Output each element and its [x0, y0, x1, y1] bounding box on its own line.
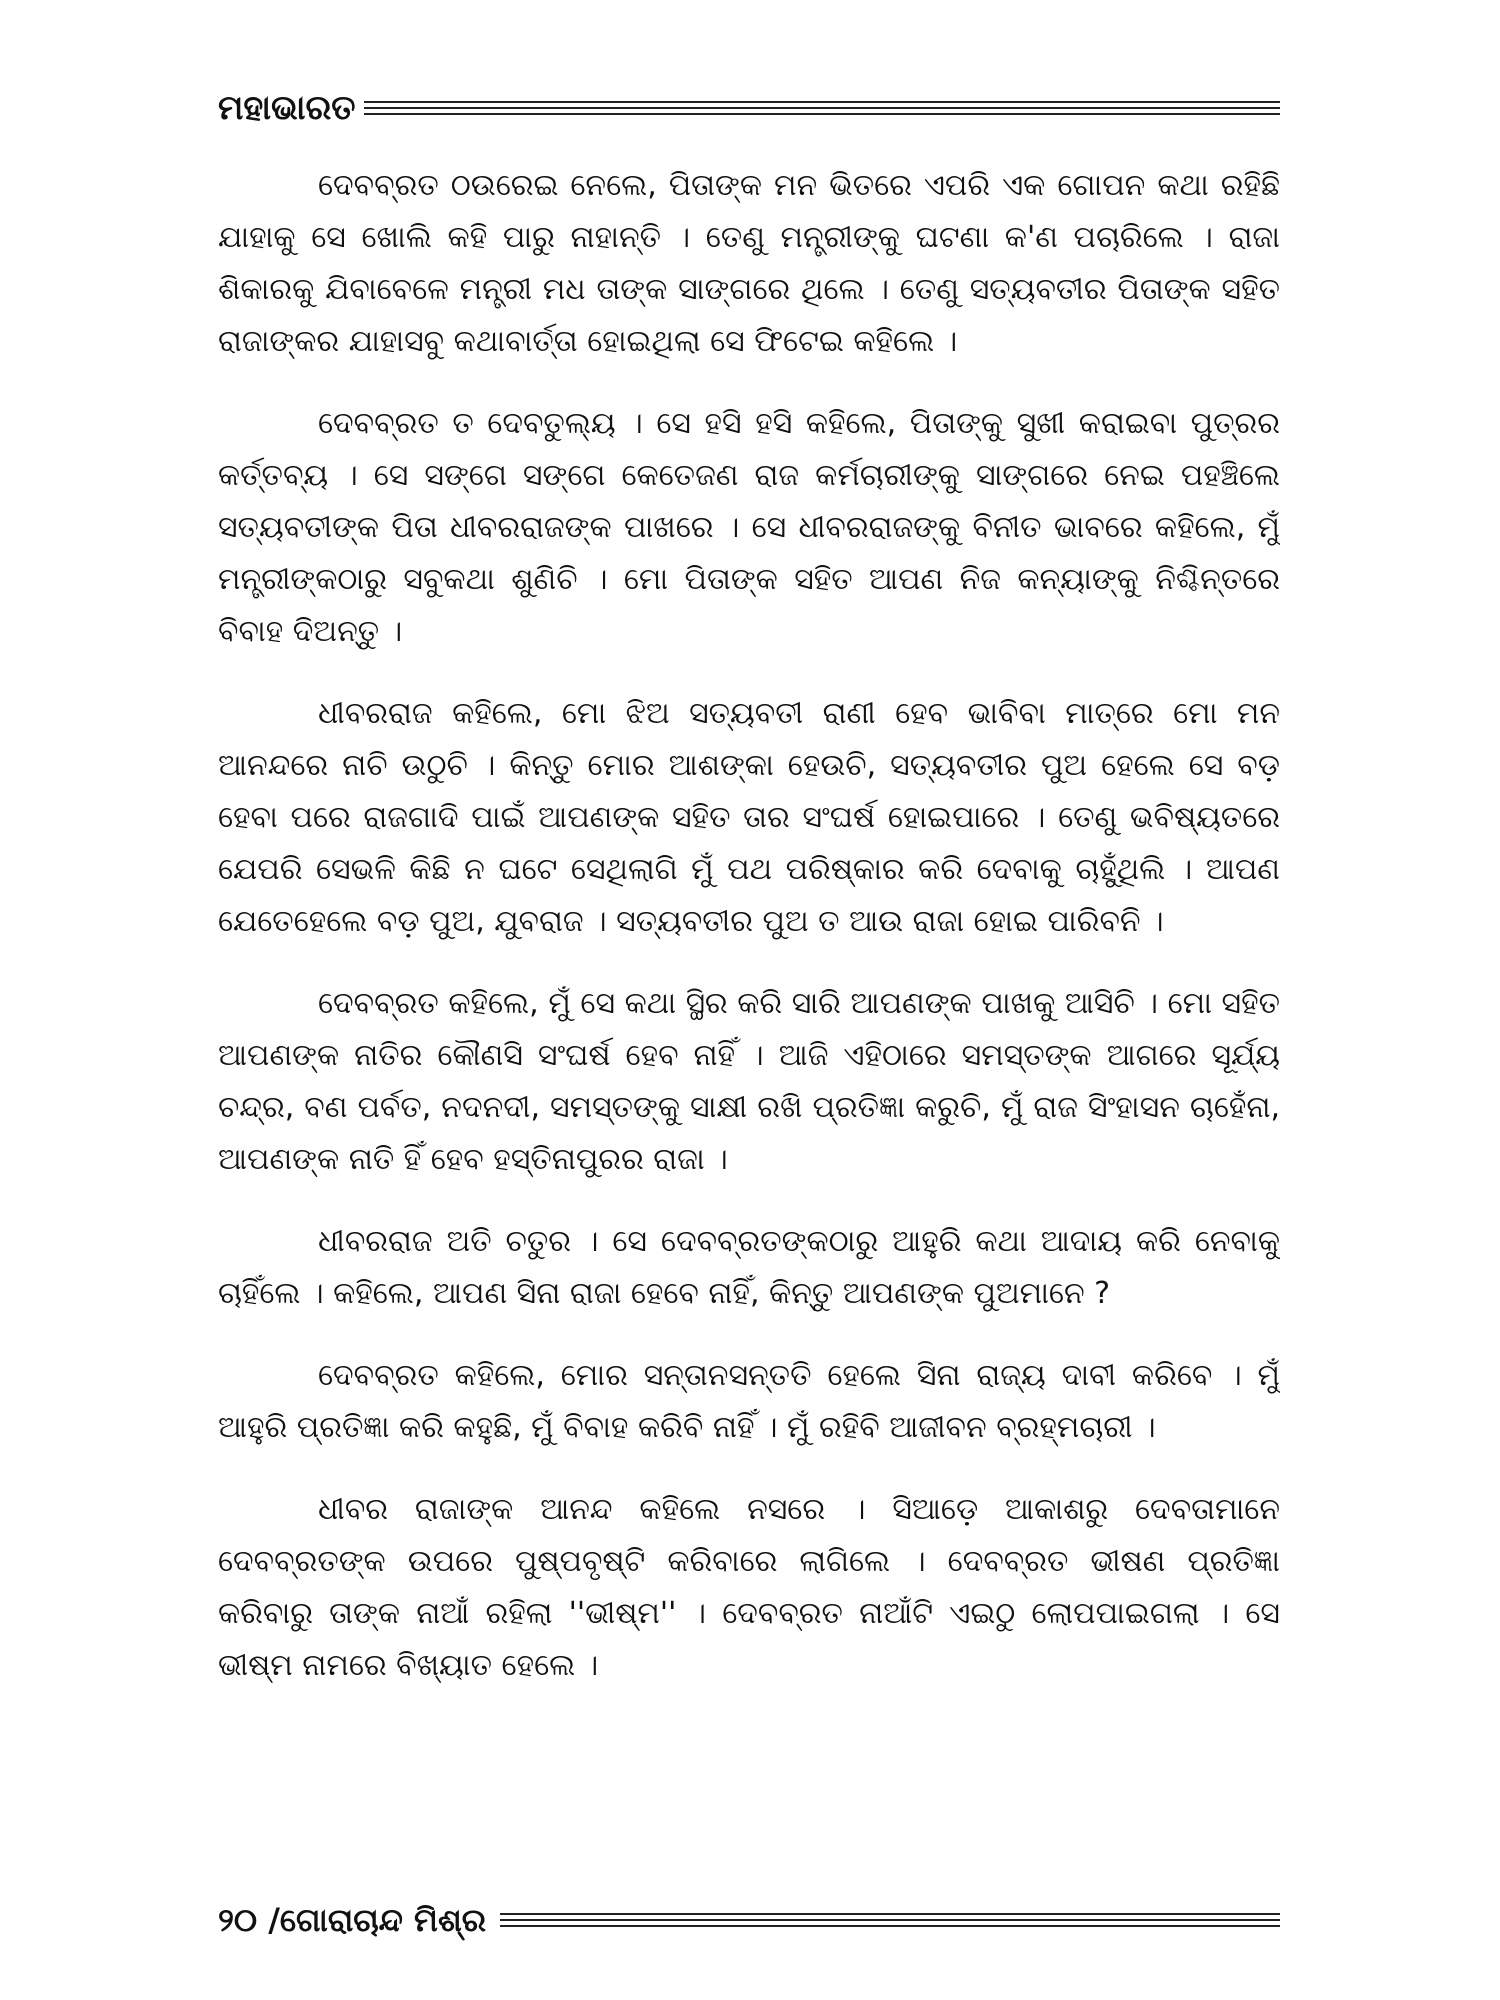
footer-rule-line [500, 1913, 1280, 1915]
paragraph: ଦେବବ୍ରତ କହିଲେ, ମୁଁ ସେ କଥା ସ୍ଥିର କରି ସାରି ଆପଣଙ୍କ ପାଖକୁ ଆସିଚି । ମୋ ସହିତ ଆପଣଙ୍କ ନାତିର କୌଣସି ସଂଘର୍ଷ ହେବ ନାହିଁ । ଆଜି ଏହିଠାରେ ସମସ୍ତଙ୍କ ଆଗରେ ସୂର୍ଯ୍ୟ ଚନ୍ଦ୍ର, ବଣ ପର୍ବତ, ନଦନଦୀ, ସମସ୍ତଙ୍କୁ ସାକ୍ଷୀ ରଖି ପ୍ରତିଜ୍ଞା କରୁଚି, ମୁଁ ରାଜ ସିଂହାସନ ଚାହେଁନା, ଆପଣଙ୍କ ନାତି ହିଁ ହେବ ହସ୍ତିନାପୁରର ରାଜା । [218, 986, 1280, 1177]
page-number-author: ୨୦ /ଗୋରାଚାନ୍ଦ ମିଶ୍ର [218, 1901, 487, 1939]
header-rule-line [364, 107, 1280, 109]
running-footer [218, 1895, 1280, 1945]
paragraph: ଦେବବ୍ରତ ଠଉରେଇ ନେଲେ, ପିତାଙ୍କ ମନ ଭିତରେ ଏପରି ଏକ ଗୋପନ କଥା ରହିଛି ଯାହାକୁ ସେ ଖୋଲି କହି ପାରୁ ନାହାନ୍ତି । ତେଣୁ ମନ୍ତ୍ରୀଙ୍କୁ ଘଟଣା କ'ଣ ପଚାରିଲେ । ରାଜା ଶିକାରକୁ ଯିବାବେଳେ ମନ୍ତ୍ରୀ ମଧ ତାଙ୍କ ସାଙ୍ଗରେ ଥିଲେ । ତେଣୁ ସତ୍ୟବତୀର ପିତାଙ୍କ ସହିତ ରାଜାଙ୍କର ଯାହାସବୁ କଥାବାର୍ତ୍ତା ହୋଇଥିଲା ସେ ଫିଟେଇ କହିଲେ । [218, 168, 1280, 359]
running-header [218, 78, 1280, 138]
paragraph: ଦେବବ୍ରତ କହିଲେ, ମୋର ସନ୍ତାନସନ୍ତତି ହେଲେ ସିନା ରାଜ୍ୟ ଦାବୀ କରିବେ । ମୁଁ ଆହୁରି ପ୍ରତିଜ୍ଞା କରି କହୁଛି, ମୁଁ ବିବାହ କରିବି ନାହିଁ । ମୁଁ ରହିବି ଆଜୀବନ ବ୍ରହ୍ମଚାରୀ । [218, 1358, 1280, 1445]
footer-rule [500, 1913, 1280, 1927]
paragraph: ଦେବବ୍ରତ ତ ଦେବତୁଲ୍ୟ । ସେ ହସି ହସି କହିଲେ, ପିତାଙ୍କୁ ସୁଖୀ କରାଇବା ପୁତ୍ରର କର୍ତ୍ତବ୍ୟ । ସେ ସଙ୍ଗେ ସଙ୍ଗେ କେତେଜଣ ରାଜ କର୍ମଚାରୀଙ୍କୁ ସାଙ୍ଗରେ ନେଇ ପହଞ୍ଚିଲେ ସତ୍ୟବତୀଙ୍କ ପିତା ଧୀବରରାଜଙ୍କ ପାଖରେ । ସେ ଧୀବରରାଜଙ୍କୁ ବିନୀତ ଭାବରେ କହିଲେ, ମୁଁ ମନ୍ତ୍ରୀଙ୍କଠାରୁ ସବୁକଥା ଶୁଣିଚି । ମୋ ପିତାଙ୍କ ସହିତ ଆପଣ ନିଜ କନ୍ୟାଙ୍କୁ ନିଶ୍ଚିନ୍ତରେ ବିବାହ ଦିଅନ୍ତୁ । [218, 406, 1280, 649]
paragraph: ଧୀବରରାଜ କହିଲେ, ମୋ ଝିଅ ସତ୍ୟବତୀ ରାଣୀ ହେବ ଭାବିବା ମାତ୍ରେ ମୋ ମନ ଆନନ୍ଦରେ ନାଚି ଉଠୁଚି । କିନ୍ତୁ ମୋର ଆଶଙ୍କା ହେଉଚି, ସତ୍ୟବତୀର ପୁଅ ହେଲେ ସେ ବଡ଼ ହେବା ପରେ ରାଜଗାଦି ପାଇଁ ଆପଣଙ୍କ ସହିତ ତାର ସଂଘର୍ଷ ହୋଇପାରେ । ତେଣୁ ଭବିଷ୍ୟତରେ ଯେପରି ସେଭଳି କିଛି ନ ଘଟେ ସେଥିଲାଗି ମୁଁ ପଥ ପରିଷ୍କାର କରି ଦେବାକୁ ଚାହୁଁଥିଲି । ଆପଣ ଯେତେହେଲେ ବଡ଼ ପୁଅ, ଯୁବରାଜ । ସତ୍ୟବତୀର ପୁଅ ତ ଆଉ ରାଜା ହୋଇ ପାରିବନି । [218, 696, 1280, 939]
paragraph: ଧୀବରରାଜ ଅତି ଚତୁର । ସେ ଦେବବ୍ରତଙ୍କଠାରୁ ଆହୁରି କଥା ଆଦାୟ କରି ନେବାକୁ ଚାହିଁଲେ । କହିଲେ, ଆପଣ ସିନା ରାଜା ହେବେ ନାହିଁ, କିନ୍ତୁ ଆପଣଙ୍କ ପୁଅମାନେ ? [218, 1224, 1280, 1311]
page-body [218, 160, 1280, 1860]
footer-rule-line [500, 1919, 1280, 1921]
footer-rule-line [500, 1925, 1280, 1927]
book-title: ମହାଭାରତ [218, 88, 356, 128]
header-rule [364, 101, 1280, 115]
paragraph: ଧୀବର ରାଜାଙ୍କ ଆନନ୍ଦ କହିଲେ ନସରେ । ସିଆଡ଼େ ଆକାଶରୁ ଦେବତାମାନେ ଦେବବ୍ରତଙ୍କ ଉପରେ ପୁଷ୍ପବୃଷ୍ଟି କରିବାରେ ଲାଗିଲେ । ଦେବବ୍ରତ ଭୀଷଣ ପ୍ରତିଜ୍ଞା କରିବାରୁ ତାଙ୍କ ନାଆଁ ରହିଲା ''ଭୀଷ୍ମ'' । ଦେବବ୍ରତ ନାଆଁଟି ଏଇଠୁ ଲୋପପାଇଗଲା । ସେ ଭୀଷ୍ମ ନାମରେ ବିଖ୍ୟାତ ହେଲେ । [218, 1492, 1280, 1683]
header-rule-line [364, 113, 1280, 115]
header-rule-line [364, 101, 1280, 103]
